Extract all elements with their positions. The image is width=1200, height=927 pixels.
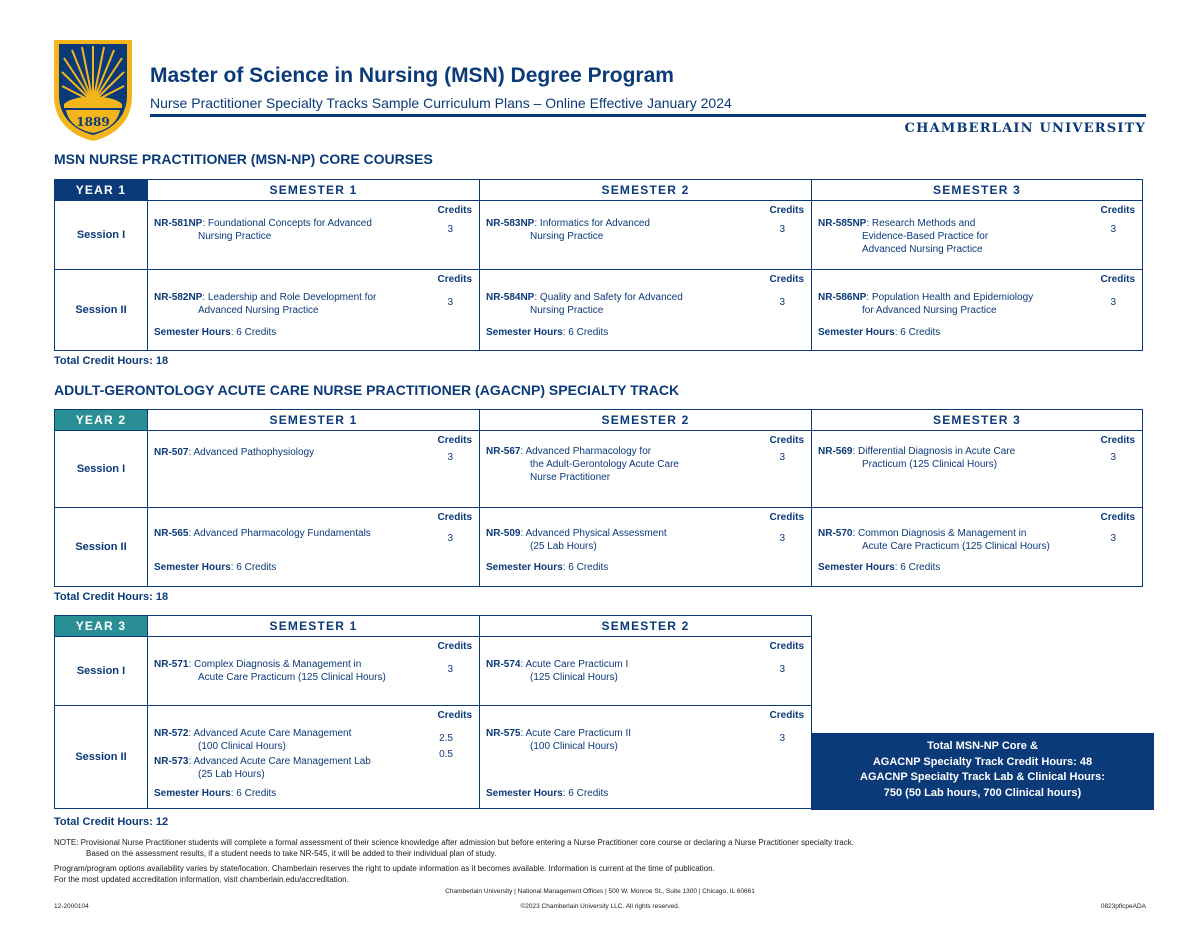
semester-hours: Semester Hours: 6 Credits [154, 788, 277, 799]
course-cell [812, 270, 1143, 351]
core-curriculum-table [54, 179, 1143, 351]
credit-value: 3 [447, 664, 453, 675]
credit-value: 3 [447, 224, 453, 235]
credits-label: Credits [437, 435, 472, 446]
course-cell [480, 637, 812, 706]
course-entry: NR-509: Advanced Physical Assessment (25 Lab Hours) [486, 528, 667, 552]
session-2-label: Session II [55, 270, 148, 351]
credits-label: Credits [1100, 274, 1135, 285]
summary-line: Total MSN-NP Core & [927, 740, 1038, 752]
course-entry: NR-581NP: Foundational Concepts for Advanced Nursing Practice [154, 218, 372, 242]
credit-value: 3 [779, 452, 785, 463]
credits-label: Credits [769, 435, 804, 446]
course-cell [812, 508, 1143, 587]
credits-label: Credits [769, 512, 804, 523]
credits-label: Credits [437, 710, 472, 721]
credits-label: Credits [1100, 205, 1135, 216]
semester-hours: Semester Hours: 6 Credits [486, 788, 609, 799]
credit-value: 3 [779, 297, 785, 308]
page-subtitle: Nurse Practitioner Specialty Tracks Sample Curriculum Plans – Online Effective January 2024 [150, 95, 732, 111]
credit-value: 3 [1110, 224, 1116, 235]
semester-2-header: SEMESTER 2 [480, 616, 812, 637]
course-entry: NR-574: Acute Care Practicum I (125 Clinical Hours) [486, 659, 629, 683]
course-entry: NR-567: Advanced Pharmacology for the Adult-Gerontology Acute Care Nurse Practitioner [486, 446, 679, 483]
course-entry: NR-569: Differential Diagnosis in Acute Care Practicum (125 Clinical Hours) [818, 446, 1016, 470]
course-cell [148, 431, 480, 508]
credits-label: Credits [1100, 435, 1135, 446]
credits-label: Credits [769, 274, 804, 285]
credit-value: 3 [1110, 533, 1116, 544]
year-1-label: YEAR 1 [55, 180, 148, 201]
credit-value: 3 [779, 664, 785, 675]
course-entry: NR-585NP: Research Methods and Evidence-Based Practice for Advanced Nursing Practice [818, 218, 989, 255]
header-rule [150, 114, 1146, 117]
semester-hours: Semester Hours: 6 Credits [486, 562, 609, 573]
year-2-label: YEAR 2 [55, 410, 148, 431]
session-1-label: Session I [55, 637, 148, 706]
credits-label: Credits [769, 710, 804, 721]
credit-value: 3 [779, 533, 785, 544]
semester-2-header: SEMESTER 2 [480, 410, 812, 431]
course-cell [812, 201, 1143, 270]
course-cell [480, 508, 812, 587]
core-total-credit-hours: Total Credit Hours: 18 [54, 355, 169, 367]
footer-copyright: ©2023 Chamberlain University LLC. All rights reserved. [520, 903, 680, 910]
core-section-heading: MSN NURSE PRACTITIONER (MSN-NP) CORE COURSES [54, 151, 433, 167]
semester-hours: Semester Hours: 6 Credits [154, 327, 277, 338]
credits-label: Credits [437, 205, 472, 216]
summary-line: 750 (50 Lab hours, 700 Clinical hours) [883, 786, 1082, 799]
credits-label: Credits [769, 641, 804, 652]
course-cell [148, 201, 480, 270]
university-wordmark: CHAMBERLAIN UNIVERSITY [904, 121, 1146, 136]
course-entry: NR-586NP: Population Health and Epidemiology for Advanced Nursing Practice [818, 292, 1034, 316]
university-seal-logo [52, 38, 134, 142]
footer-print-code: 0823pflcpeADA [1100, 903, 1146, 910]
course-entry: NR-572: Advanced Acute Care Management (100 Clinical Hours) NR-573: Advanced Acute Care Management Lab (25 Lab Hours) [154, 728, 371, 780]
note-program-availability: Program/program options availability varies by state/location. Chamberlain reserves the right to update information as it becomes available. Information is current at the time of publication. [54, 864, 715, 873]
note-assessment: NOTE: Provisional Nurse Practitioner students will complete a formal assessment of their science knowledge after admission but before entering a Nurse Practitioner core course or declaring a Nurse Practitioner specialty track. [54, 838, 854, 847]
track-section-heading: ADULT-GERONTOLOGY ACUTE CARE NURSE PRACTITIONER (AGACNP) SPECIALTY TRACK [54, 382, 680, 398]
semester-1-header: SEMESTER 1 [148, 410, 480, 431]
footer-address: Chamberlain University | National Management Offices | 500 W. Monroe St., Suite 1300 | Chicago, IL 60661 [445, 888, 755, 895]
year-2-curriculum-table [54, 409, 1143, 587]
course-entry: NR-565: Advanced Pharmacology Fundamentals [154, 528, 371, 539]
summary-line: AGACNP Specialty Track Lab & Clinical Hours: [860, 771, 1105, 783]
course-cell [480, 201, 812, 270]
session-2-label: Session II [55, 508, 148, 587]
credits-label: Credits [437, 641, 472, 652]
course-cell [812, 431, 1143, 508]
semester-hours: Semester Hours: 6 Credits [818, 327, 941, 338]
course-entry: NR-571: Complex Diagnosis & Management in Acute Care Practicum (125 Clinical Hours) [154, 659, 386, 683]
year-3-label: YEAR 3 [55, 616, 148, 637]
course-entry: NR-507: Advanced Pathophysiology [154, 447, 315, 458]
course-entry: NR-575: Acute Care Practicum II (100 Clinical Hours) [486, 728, 632, 752]
semester-hours: Semester Hours: 6 Credits [818, 562, 941, 573]
semester-2-header: SEMESTER 2 [480, 180, 812, 201]
course-cell [148, 637, 480, 706]
semester-1-header: SEMESTER 1 [148, 180, 480, 201]
semester-hours: Semester Hours: 6 Credits [486, 327, 609, 338]
course-cell [480, 431, 812, 508]
course-cell [480, 706, 812, 809]
note-accreditation: For the most updated accreditation information, visit chamberlain.edu/accreditation. [54, 875, 349, 884]
year-3-total-credit-hours: Total Credit Hours: 12 [54, 816, 169, 828]
year-2-total-credit-hours: Total Credit Hours: 18 [54, 591, 169, 603]
credits-label: Credits [437, 274, 472, 285]
credits-label: Credits [1100, 512, 1135, 523]
course-entry: NR-582NP: Leadership and Role Development for Advanced Nursing Practice [154, 292, 377, 316]
summary-line: AGACNP Specialty Track Credit Hours: 48 [872, 755, 1093, 768]
session-1-label: Session I [55, 431, 148, 508]
credits-label: Credits [437, 512, 472, 523]
course-entry: NR-583NP: Informatics for Advanced Nursing Practice [486, 218, 650, 242]
credit-value: 3 [1110, 452, 1116, 463]
footer-document-id: 12-2000104 [54, 903, 89, 910]
seal-year-text: 1889 [76, 115, 110, 129]
credit-value: 2.5 [439, 733, 453, 744]
session-2-label: Session II [55, 706, 148, 809]
page-title: Master of Science in Nursing (MSN) Degree Program [150, 64, 674, 87]
course-cell [148, 706, 480, 809]
credits-label: Credits [769, 205, 804, 216]
credit-value: 3 [779, 733, 785, 744]
semester-hours: Semester Hours: 6 Credits [154, 562, 277, 573]
course-cell [148, 508, 480, 587]
course-entry: NR-584NP: Quality and Safety for Advanced Nursing Practice [486, 292, 683, 316]
credit-value: 3 [1110, 297, 1116, 308]
semester-3-header: SEMESTER 3 [812, 180, 1143, 201]
semester-3-header: SEMESTER 3 [812, 410, 1143, 431]
credit-value: 3 [447, 533, 453, 544]
year-3-curriculum-table [54, 615, 812, 809]
credit-value: 3 [779, 224, 785, 235]
credit-value: 0.5 [439, 749, 453, 760]
course-cell [148, 270, 480, 351]
note-assessment-continued: Based on the assessment results, if a student needs to take NR-545, it will be added to their individual plan of study. [86, 849, 497, 858]
session-1-label: Session I [55, 201, 148, 270]
total-credit-summary-box [811, 733, 1154, 810]
semester-1-header: SEMESTER 1 [148, 616, 480, 637]
course-entry: NR-570: Common Diagnosis & Management in Acute Care Practicum (125 Clinical Hours) [818, 528, 1050, 552]
credit-value: 3 [447, 452, 453, 463]
credit-value: 3 [447, 297, 453, 308]
course-cell [480, 270, 812, 351]
